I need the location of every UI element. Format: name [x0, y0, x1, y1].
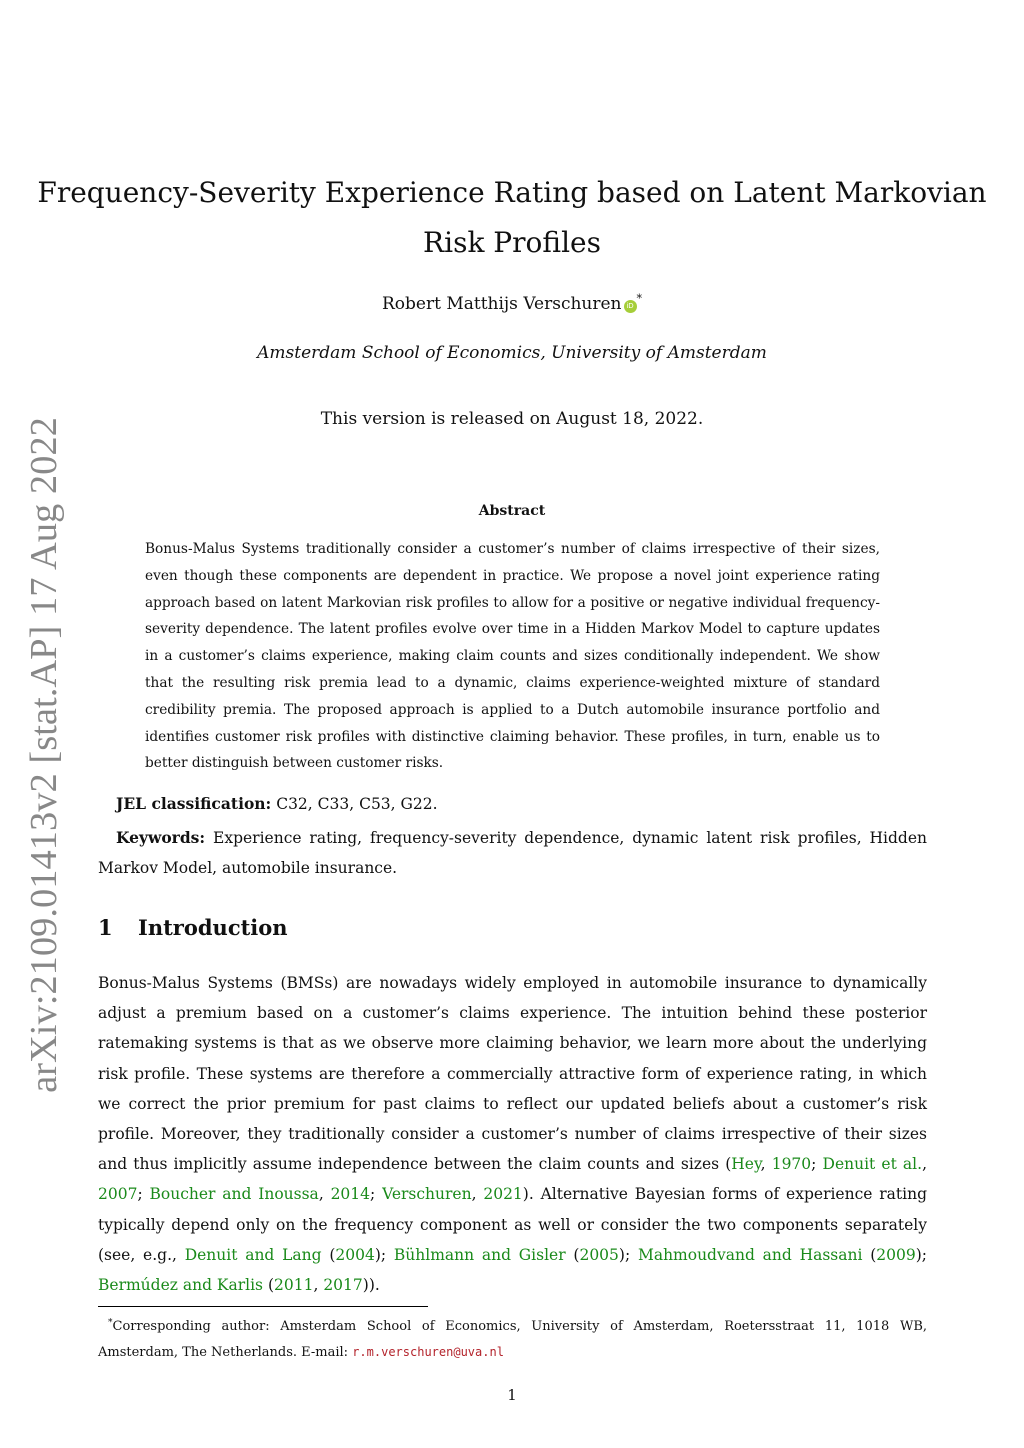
footnote-text: Corresponding author: Amsterdam School of Economics, University of Amsterdam, Roetersstraat 11, 1018 WB, Amsterdam, The Netherlands. E-mail: [98, 1319, 927, 1360]
citation-link[interactable]: 2007 [98, 1185, 138, 1204]
citation-link[interactable]: Hey [731, 1155, 761, 1174]
intro-text: ; [137, 1185, 150, 1204]
keywords-label: Keywords: [116, 828, 206, 847]
intro-text: ); [618, 1245, 638, 1264]
intro-text: ( [862, 1245, 877, 1264]
citation-link[interactable]: Verschuren [382, 1185, 472, 1204]
intro-text: , [313, 1276, 324, 1295]
citation-link[interactable]: Denuit and Lang [184, 1245, 322, 1264]
paper-title [0, 168, 1024, 268]
keywords [98, 823, 927, 883]
section-number: 1 [98, 915, 113, 940]
section-heading [98, 915, 288, 940]
jel-classification [116, 794, 438, 813]
citation-link[interactable]: 2004 [335, 1245, 375, 1264]
intro-text: , [318, 1185, 331, 1204]
intro-text: ; [370, 1185, 383, 1204]
citation-link[interactable]: 2011 [274, 1276, 314, 1295]
keywords-value: Experience rating, frequency-severity dependence, dynamic latent risk profiles, Hidden Markov Model, automobile insurance. [98, 829, 927, 877]
citation-link[interactable]: 2005 [579, 1245, 619, 1264]
intro-text: ). Alternative Bayesian forms of experience rating typically depend only on the frequency component as well or consider the two components separately (see, e.g., [98, 1185, 927, 1264]
email-link[interactable]: r.m.verschuren@uva.nl [352, 1344, 504, 1359]
intro-text: ); [915, 1245, 927, 1264]
intro-text: ; [811, 1155, 823, 1174]
arxiv-identifier: arXiv:2109.01413v2 [stat.AP] 17 Aug 2022 [23, 417, 65, 1093]
affiliation: Amsterdam School of Economics, University of Amsterdam [257, 343, 767, 363]
citation-link[interactable]: Denuit et al. [822, 1155, 923, 1174]
citation-link[interactable]: 2017 [323, 1276, 363, 1295]
intro-text: Bonus-Malus Systems (BMSs) are nowadays widely employed in automobile insurance to dynamically adjust a premium based on a customer’s claims experience. The intuition behind these posterior ratemaking systems is that as we observe more claiming behavior, we learn more about the underlying risk profile. These systems are therefore a commercially attractive form of experience rating, in which we correct the prior premium for past claims to reflect our updated beliefs about a customer’s risk profile. Moreover, they traditionally consider a customer’s number of claims irrespective of their sizes and thus implicitly assume independence between the claim counts and sizes ( [98, 974, 927, 1174]
footnote-rule [98, 1306, 428, 1307]
intro-text: , [760, 1155, 772, 1174]
title-line-1: Frequency-Severity Experience Rating based on Latent Markovian [37, 176, 987, 209]
introduction-paragraph [98, 968, 927, 1300]
abstract-text: Bonus-Malus Systems traditionally consider a customer’s number of claims irrespective of their sizes, even though these components are dependent in practice. We propose a novel joint experience rating approach based on latent Markovian risk profiles to allow for a positive or negative individual frequency-severity dependence. The latent profiles evolve over time in a Hidden Markov Model to capture updates in a customer’s claims experience, making claim counts and sizes conditionally independent. We show that the resulting risk premia lead to a dynamic, claims experience-weighted mixture of standard credibility premia. The proposed approach is applied to a Dutch automobile insurance portfolio and identifies customer risk profiles with distinctive claiming behavior. These profiles, in turn, enable us to better distinguish between customer risks. [145, 541, 880, 772]
citation-link[interactable]: 1970 [771, 1155, 812, 1174]
citation-link[interactable]: Mahmoudvand and Hassani [637, 1245, 863, 1264]
release-date: This version is released on August 18, 2022. [320, 409, 704, 429]
section-title: Introduction [138, 915, 288, 940]
jel-value: C32, C33, C53, G22. [271, 795, 438, 813]
intro-text: )). [362, 1276, 380, 1295]
author-name: Robert Matthijs Verschuren [381, 294, 622, 314]
citation-link[interactable]: Bühlmann and Gisler [393, 1245, 566, 1264]
footnote-mark: * [108, 1318, 113, 1328]
intro-text: , [471, 1185, 484, 1204]
jel-label: JEL classification: [116, 794, 272, 813]
citation-link[interactable]: 2014 [330, 1185, 371, 1204]
page-number: 1 [507, 1386, 517, 1404]
intro-text: ( [321, 1245, 336, 1264]
intro-text: ); [374, 1245, 394, 1264]
title-line-2: Risk Profiles [423, 226, 601, 259]
abstract-heading: Abstract [478, 503, 546, 519]
citation-link[interactable]: 2021 [483, 1185, 523, 1204]
footnote [98, 1311, 927, 1365]
intro-text: ( [263, 1276, 274, 1295]
author-footnote-mark: * [636, 292, 642, 305]
orcid-icon[interactable]: iD [624, 300, 637, 313]
citation-link[interactable]: Boucher and Inoussa [149, 1185, 319, 1204]
citation-link[interactable]: Bermúdez and Karlis [98, 1276, 264, 1295]
author-line [0, 292, 1024, 314]
citation-link[interactable]: 2009 [876, 1245, 916, 1264]
intro-text: ( [565, 1245, 580, 1264]
intro-text: , [922, 1155, 927, 1174]
